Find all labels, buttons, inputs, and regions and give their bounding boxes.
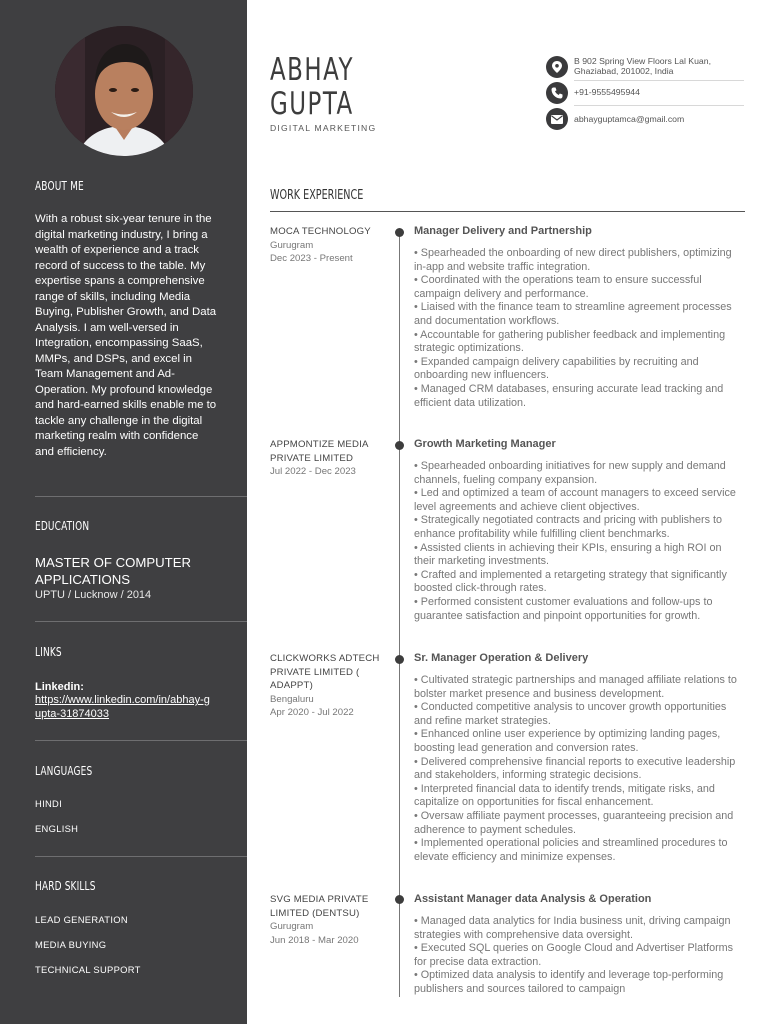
location-pin-icon bbox=[546, 56, 568, 78]
job-company-block bbox=[270, 225, 382, 266]
job-dates: Dec 2023 - Present bbox=[270, 253, 353, 264]
job-role: Assistant Manager data Analysis & Operation bbox=[414, 893, 652, 905]
company-location: Gurugram bbox=[270, 239, 314, 251]
job-role: Sr. Manager Operation & Delivery bbox=[414, 652, 589, 664]
links-heading: LINKS bbox=[35, 644, 62, 659]
phone-icon bbox=[546, 82, 568, 104]
last-name: GUPTA bbox=[270, 86, 354, 122]
bullet-item: • Strategically negotiated contracts and pricing with publishers to enhance profitability while fulfilling client benchmarks. bbox=[414, 514, 723, 540]
sidebar bbox=[0, 0, 247, 1024]
timeline-dot bbox=[395, 228, 404, 237]
divider bbox=[35, 621, 247, 622]
skill-item: LEAD GENERATION bbox=[35, 914, 128, 925]
timeline-dot bbox=[395, 655, 404, 664]
job-bullets bbox=[414, 460, 744, 623]
company-name: MOCA TECHNOLOGY bbox=[270, 226, 371, 237]
contact-address bbox=[546, 56, 744, 82]
bullet-item: • Cultivated strategic partnerships and managed affiliate relations to bolster market presence and business development. bbox=[414, 674, 737, 700]
company-name: SVG MEDIA PRIVATE LIMITED (DENTSU) bbox=[270, 894, 369, 919]
bullet-item: • Expanded campaign delivery capabilities by recruiting and onboarding new influencers. bbox=[414, 355, 699, 382]
company-name: CLICKWORKS ADTECH PRIVATE LIMITED ( ADAPPT) bbox=[270, 653, 380, 691]
skill-item: MEDIA BUYING bbox=[35, 939, 107, 950]
email-address[interactable]: abhayguptamca@gmail.com bbox=[574, 114, 685, 124]
skills-heading: HARD SKILLS bbox=[35, 878, 96, 893]
phone-number[interactable]: +91-9555495944 bbox=[574, 87, 640, 97]
section-divider bbox=[270, 211, 745, 212]
job-bullets bbox=[414, 247, 744, 410]
languages-heading: LANGUAGES bbox=[35, 763, 93, 778]
job-dates: Jun 2018 - Mar 2020 bbox=[270, 934, 359, 946]
contact-divider bbox=[574, 105, 744, 106]
bullet-item: • Spearheaded the onboarding of new direct publishers, optimizing in-app and website traffic integration. bbox=[414, 247, 732, 273]
bullet-item: • Coordinated with the operations team to ensure successful campaign delivery and performance. bbox=[414, 274, 702, 300]
job-company-block bbox=[270, 893, 382, 947]
bullet-item: • Managed CRM databases, ensuring accurate lead tracking and efficient data utilization. bbox=[414, 382, 724, 409]
work-experience-heading: WORK EXPERIENCE bbox=[270, 188, 364, 203]
profile-photo bbox=[55, 26, 193, 156]
language-item: HINDI bbox=[35, 798, 63, 809]
bullet-item: • Led and optimized a team of account managers to exceed service level agreements and achieve client objectives. bbox=[414, 487, 736, 513]
bullet-item: • Accountable for gathering publisher feedback and implementing strategic optimizations. bbox=[414, 328, 726, 355]
bullet-item: • Performed consistent customer evaluations and follow-ups to guarantee satisfaction and pinpoint opportunities for growth. bbox=[414, 595, 713, 622]
bullet-item: • Crafted and implemented a retargeting strategy that significantly boosted click-through rates. bbox=[414, 568, 727, 595]
bullet-item: • Implemented operational policies and streamlined procedures to elevate efficiency and minimize expenses. bbox=[414, 837, 728, 863]
bullet-item: • Spearheaded onboarding initiatives for new supply and demand channels, fueling company expansion. bbox=[414, 460, 726, 486]
address-line-1: B 902 Spring View Floors Lal Kuan, bbox=[574, 56, 711, 66]
education-degree: MASTER OF COMPUTER APPLICATIONS bbox=[35, 555, 192, 587]
divider bbox=[35, 496, 247, 497]
email-icon bbox=[546, 108, 568, 130]
bullet-item: • Assisted clients in achieving their KPIs, ensuring a high ROI on their marketing investments. bbox=[414, 541, 722, 568]
profile-title: DIGITAL MARKETING bbox=[270, 123, 377, 133]
skill-item: TECHNICAL SUPPORT bbox=[35, 964, 141, 975]
about-heading: ABOUT ME bbox=[35, 178, 84, 193]
linkedin-label: Linkedin: bbox=[35, 681, 84, 693]
job-bullets bbox=[414, 915, 744, 997]
linkedin-link[interactable]: https://www.linkedin.com/in/abhay-gupta-31874033 bbox=[35, 694, 210, 720]
timeline-line bbox=[399, 232, 400, 997]
job-role: Manager Delivery and Partnership bbox=[414, 225, 592, 237]
job-company-block bbox=[270, 438, 382, 479]
company-location: Bengaluru bbox=[270, 693, 314, 705]
job-dates: Apr 2020 - Jul 2022 bbox=[270, 707, 354, 718]
company-location: Gurugram bbox=[270, 921, 314, 932]
job-dates: Jul 2022 - Dec 2023 bbox=[270, 466, 356, 477]
first-name: ABHAY bbox=[270, 52, 355, 88]
bullet-item: • Optimized data analysis to identify and leverage top-performing publishers and sources tailored to campaign bbox=[414, 969, 724, 995]
job-role: Growth Marketing Manager bbox=[414, 438, 556, 450]
bullet-item: • Conducted competitive analysis to uncover growth opportunities and refine market strategies. bbox=[414, 701, 727, 727]
contact-divider bbox=[574, 80, 744, 81]
education-meta: UPTU / Lucknow / 2014 bbox=[35, 589, 152, 601]
job-company-block bbox=[270, 652, 382, 720]
bullet-item: • Liaised with the finance team to streamline agreement processes and documentation workflows. bbox=[414, 301, 732, 327]
about-text: With a robust six-year tenure in the digital marketing industry, I bring a wealth of experience and a track record of success to the table. My expertise spans a comprehensive range of skills, including Media Buying, Publisher Growth, and Data Analysis. I am well-versed in Integration, encompassing SaaS, MMPs, and DSPs, and excel in Team Management and Ad-Operation. My profound knowledge and hard-earned skills enable me to tackle any challenge in the digital marketing realm with confidence and efficiency. bbox=[35, 213, 217, 458]
bullet-item: • Oversaw affiliate payment processes, guaranteeing precision and adherence to payment schedules. bbox=[414, 809, 734, 836]
timeline-dot bbox=[395, 441, 404, 450]
education-heading: EDUCATION bbox=[35, 518, 90, 533]
job-bullets bbox=[414, 674, 744, 864]
bullet-item: • Managed data analytics for India business unit, driving campaign strategies with comprehensive data oversight. bbox=[414, 915, 731, 941]
address-line-2: Ghaziabad, 201002, India bbox=[574, 66, 674, 76]
bullet-item: • Enhanced online user experience by optimizing landing pages, boosting lead generation and conversion rates. bbox=[414, 728, 721, 754]
bullet-item: • Delivered comprehensive financial reports to executive leadership and stakeholders, informing strategic decisions. bbox=[414, 755, 736, 782]
language-item: ENGLISH bbox=[35, 823, 79, 834]
contact-email bbox=[546, 108, 744, 134]
divider bbox=[35, 856, 247, 857]
timeline-dot bbox=[395, 895, 404, 904]
company-name: APPMONTIZE MEDIA PRIVATE LIMITED bbox=[270, 439, 369, 464]
bullet-item: • Interpreted financial data to identify trends, mitigate risks, and capitalize on opportunities for fiscal enhancement. bbox=[414, 782, 715, 809]
bullet-item: • Executed SQL queries on Google Cloud and Advertiser Platforms for precise data extraction. bbox=[414, 942, 734, 968]
divider bbox=[35, 740, 247, 741]
